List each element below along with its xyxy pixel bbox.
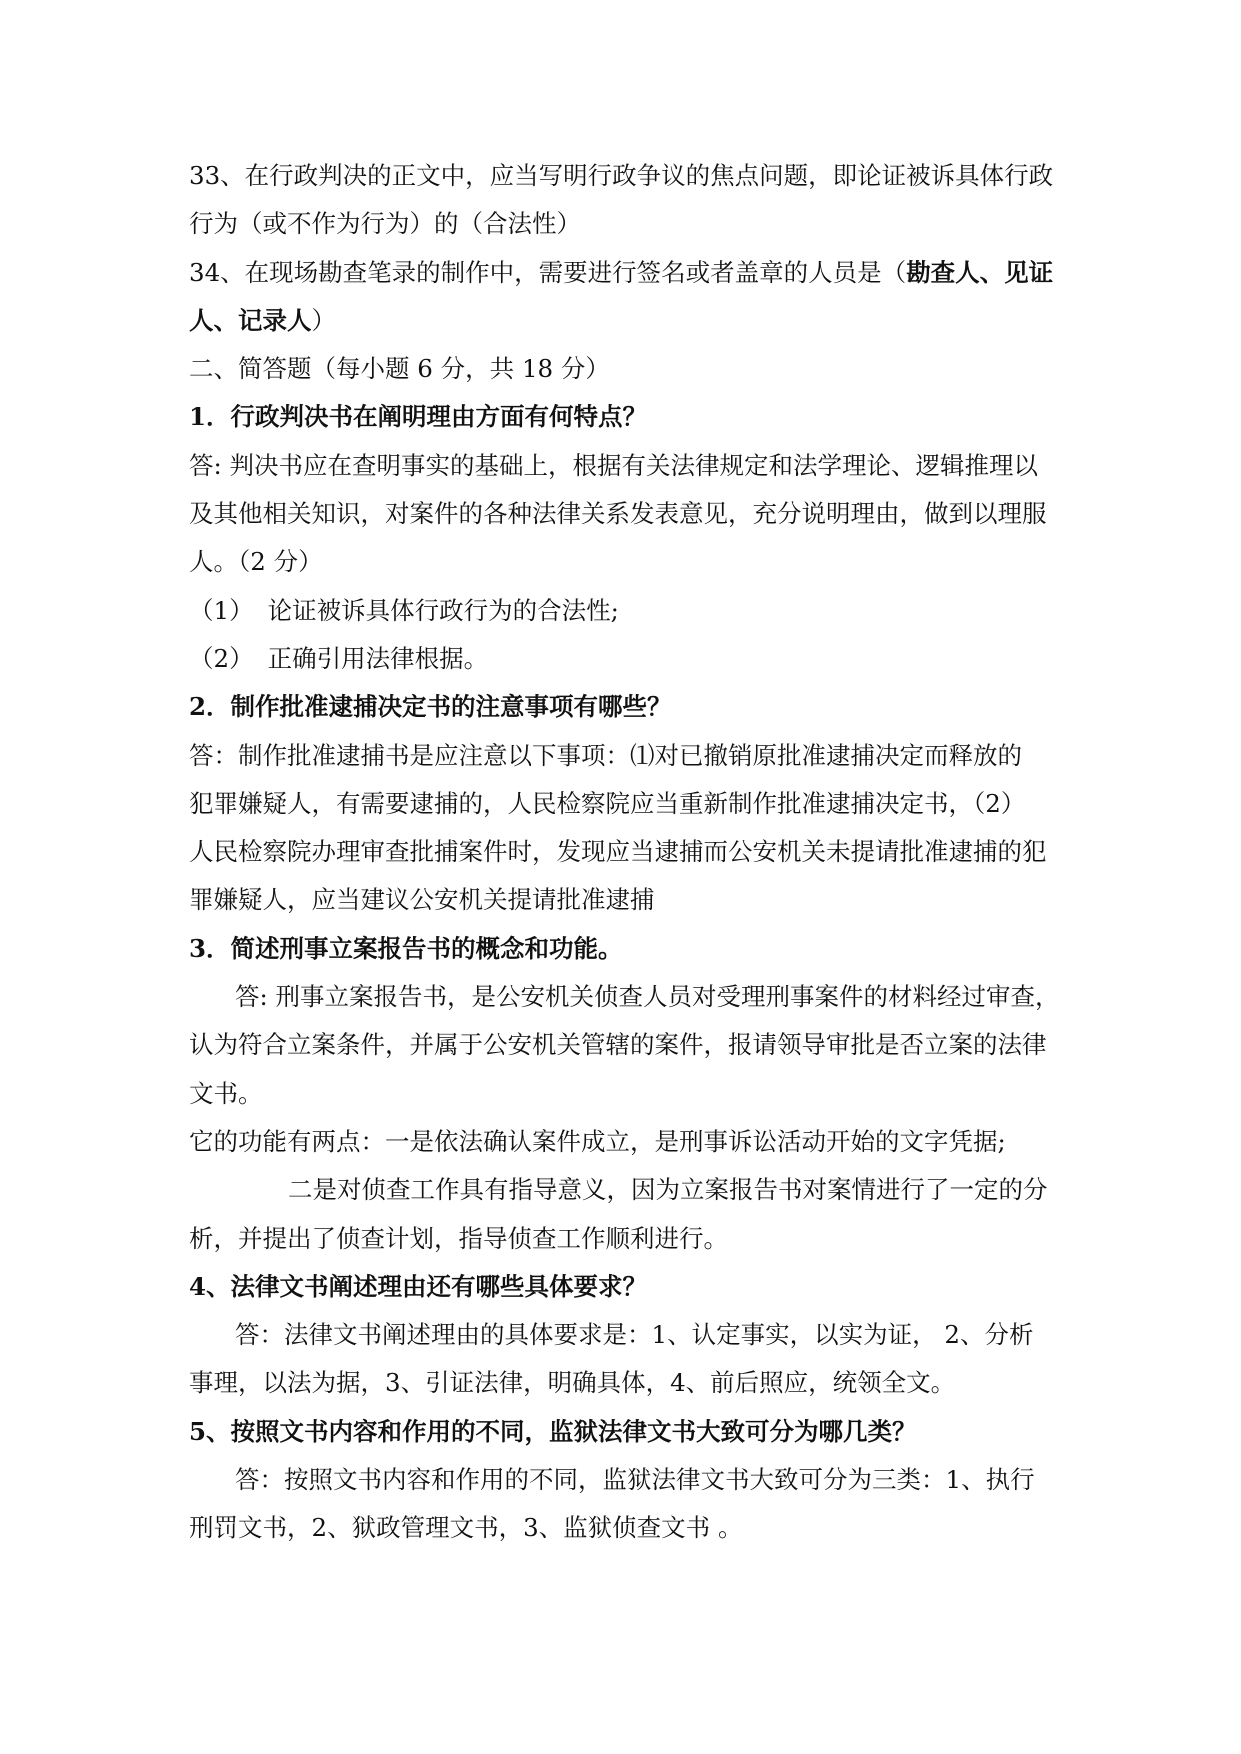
section-2-title: 二、简答题（每小题 6 分，共 18 分） [189,354,610,384]
item-5-answer-line-2: 刑罚文书，2、狱政管理文书，3、监狱侦查文书 。 [189,1513,743,1543]
q33-line-2: 行为（或不作为行为）的（合法性） [189,209,581,239]
item-1-answer-line-3: 人。（2 分） [189,547,323,577]
item-3-function-line-2: 二是对侦查工作具有指导意义，因为立案报告书对案情进行了一定的分 [288,1175,1048,1205]
q33-line-1: 33、在行政判决的正文中，应当写明行政争议的焦点问题，即论证被诉具体行政 [189,161,1054,190]
item-3-answer-line-3: 文书。 [189,1078,263,1108]
item-4-answer-line-2: 事理，以法为据，3、引证法律，明确具体，4、前后照应，统领全文。 [189,1368,956,1398]
item-3-answer-line-1: 答: 刑事立案报告书，是公安机关侦查人员对受理刑事案件的材料经过审查， [235,982,1060,1012]
q34-answer-bold-2: 人、记录人 [189,305,312,335]
document-body [189,152,1059,1553]
item-2-answer-line-4: 罪嫌疑人，应当建议公安机关提请批准逮捕 [189,885,655,915]
item-3-function-line-1: 它的功能有两点：一是依法确认案件成立，是刑事诉讼活动开始的文字凭据; [189,1126,1006,1156]
item-2-answer-line-3: 人民检察院办理审查批捕案件时，发现应当逮捕而公安机关未提请批准逮捕的犯 [189,837,1047,867]
item-2-answer-line-2: 犯罪嫌疑人，有需要逮捕的，人民检察院应当重新制作批准逮捕决定书，（2） [189,788,1026,818]
item-2-question: 2．制作批准逮捕决定书的注意事项有哪些？ [189,692,672,722]
q34-suffix: ） [311,305,336,335]
item-1-answer-line-1: 答: 判决书应在查明事实的基础上，根据有关法律规定和法学理论、逻辑推理以 [189,450,1039,480]
item-3-question: 3．简述刑事立案报告书的概念和功能。 [189,933,623,963]
q34-line-2 [189,297,1059,345]
item-1-point-1 [189,587,1059,635]
item-1-question: 1．行政判决书在阐明理由方面有何特点？ [189,402,648,432]
q34-prefix: 34、在现场勘查笔录的制作中，需要进行签名或者盖章的人员是（ [189,257,907,287]
item-4-answer-line-1: 答：法律文书阐述理由的具体要求是：1、认定事实，以实为证， 2、分析 [235,1320,1034,1350]
item-1-point-2 [189,635,1059,683]
item-1-answer-line-2: 及其他相关知识，对案件的各种法律关系发表意见，充分说明理由，做到以理服 [189,499,1047,529]
item-5-answer-line-1: 答：按照文书内容和作用的不同，监狱法律文书大致可分为三类：1、执行 [235,1465,1035,1495]
item-1-point-1-number: （1） [189,595,254,625]
item-1-point-1-text: 论证被诉具体行政行为的合法性; [267,595,619,625]
q34-answer-bold-1: 勘查人、见证 [906,257,1054,287]
item-3-answer-line-2: 认为符合立案条件，并属于公安机关管辖的案件，报请领导审批是否立案的法律 [189,1030,1047,1060]
item-4-question: 4、法律文书阐述理由还有哪些具体要求？ [189,1271,648,1301]
q34-line-1 [189,249,1059,297]
item-2-answer-line-1: 答：制作批准逮捕书是应注意以下事项：⑴对已撤销原批准逮捕决定而释放的 [189,740,1022,770]
item-5-question: 5、按照文书内容和作用的不同，监狱法律文书大致可分为哪几类？ [189,1416,917,1446]
item-3-function-line-3: 析，并提出了侦查计划，指导侦查工作顺利进行。 [189,1223,728,1253]
item-1-point-2-text: 正确引用法律根据。 [267,643,489,673]
item-1-point-2-number: （2） [189,643,254,673]
